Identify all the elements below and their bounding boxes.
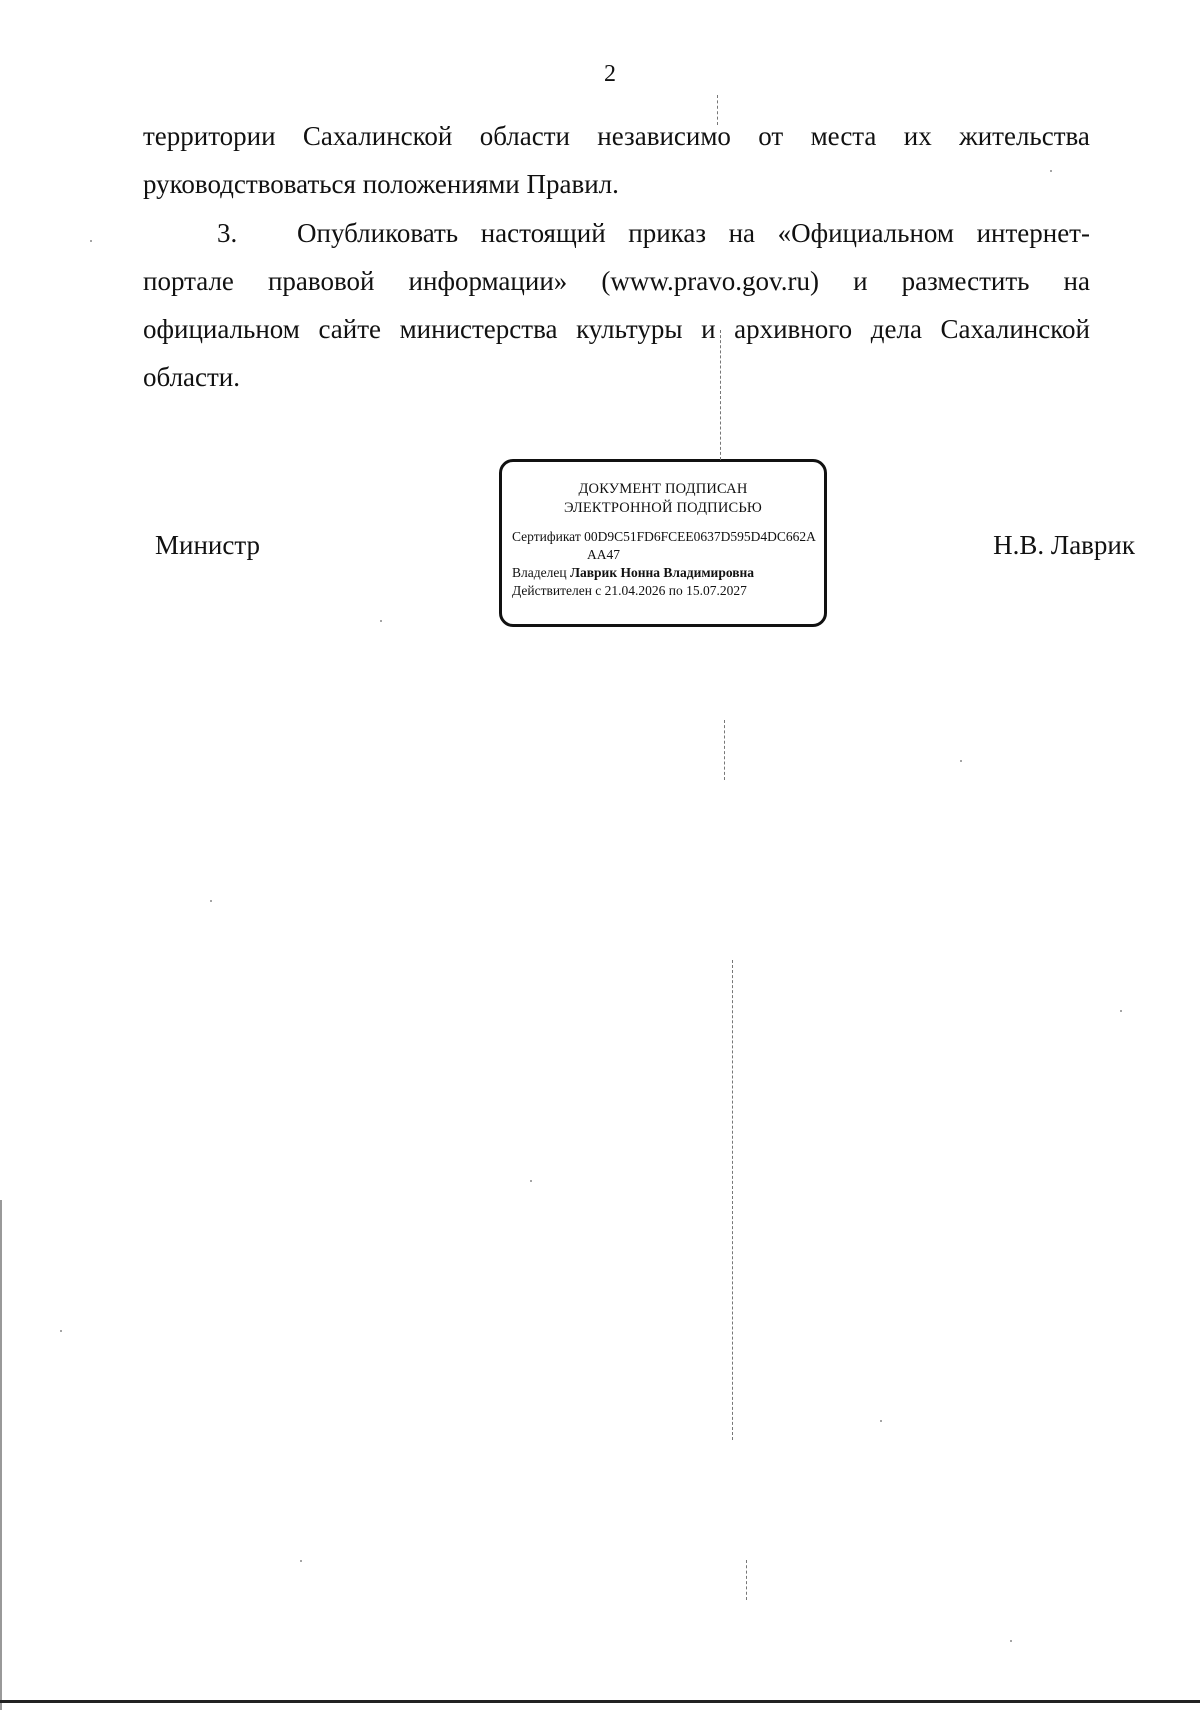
item-3-number-wrap	[217, 209, 458, 257]
scan-edge-bottom	[0, 1700, 1200, 1703]
scan-speck	[90, 240, 92, 242]
certificate-label: Сертификат	[512, 529, 581, 544]
scan-speck	[1120, 1010, 1122, 1012]
word: приказ	[628, 218, 707, 248]
scan-speck	[960, 760, 962, 762]
scan-artifact-line	[724, 720, 726, 780]
scan-speck	[1050, 170, 1052, 172]
word: сайте	[318, 314, 381, 344]
item-number: 3.	[217, 218, 238, 248]
word: культуры	[576, 314, 683, 344]
scan-artifact-line	[720, 330, 722, 460]
scan-edge-left	[0, 1200, 2, 1710]
electronic-signature-stamp	[499, 459, 827, 627]
item-3-line-2	[143, 257, 1090, 305]
page-number: 2	[604, 61, 616, 87]
paragraph-continuation	[143, 112, 1090, 208]
word: и	[853, 266, 868, 296]
owner-value: Лаврик Нонна Владимировна	[569, 565, 755, 580]
word: информации»	[408, 266, 568, 296]
certificate-value: 00D9C51FD6FCEE0637D595D4DC662A	[584, 529, 816, 544]
stamp-title-line-2: ЭЛЕКТРОННОЙ ПОДПИСЬЮ	[563, 500, 763, 516]
word: настоящий	[480, 218, 606, 248]
word: правовой	[267, 266, 375, 296]
scan-speck	[210, 900, 212, 902]
url-text: (www.pravo.gov.ru)	[601, 266, 820, 296]
scan-speck	[380, 620, 382, 622]
scan-speck	[1010, 1640, 1012, 1642]
scan-speck	[880, 1420, 882, 1422]
word: министерства	[399, 314, 558, 344]
word: Опубликовать	[297, 218, 459, 248]
word: официальном	[143, 314, 300, 344]
stamp-validity: Действителен с 21.04.2026 по 15.07.2027	[512, 583, 747, 598]
word: архивного	[734, 314, 853, 344]
item-3-line-4: области.	[143, 362, 241, 392]
word: «Официальном	[777, 218, 954, 248]
item-3-paragraph	[143, 209, 1090, 401]
word: Сахалинской	[302, 121, 453, 151]
word: области	[479, 121, 570, 151]
signatory-title: Министр	[155, 530, 260, 560]
word: и	[701, 314, 716, 344]
stamp-owner	[512, 564, 814, 582]
word: их	[903, 121, 932, 151]
certificate-value-continued: AA47	[587, 547, 620, 562]
word: интернет-	[976, 218, 1090, 248]
item-3-line-1	[143, 209, 1090, 257]
item-3-line-3	[143, 305, 1090, 353]
word: дела	[870, 314, 922, 344]
stamp-certificate	[512, 528, 814, 546]
signatory-name: Н.В. Лаврик	[993, 530, 1135, 560]
word: Сахалинской	[940, 314, 1090, 344]
scan-speck	[60, 1330, 62, 1332]
word: территории	[143, 121, 276, 151]
scan-artifact-line	[732, 960, 734, 1440]
word: на	[1063, 266, 1090, 296]
word: места	[810, 121, 877, 151]
word: на	[728, 218, 756, 248]
paragraph-line-2: руководствоваться положениями Правил.	[143, 169, 619, 199]
scan-speck	[530, 1180, 532, 1182]
scan-artifact-line	[717, 95, 719, 125]
scan-artifact-line	[746, 1560, 748, 1600]
word: жительства	[959, 121, 1090, 151]
word: от	[758, 121, 784, 151]
owner-label: Владелец	[512, 565, 567, 580]
word: разместить	[901, 266, 1030, 296]
stamp-title-line-1: ДОКУМЕНТ ПОДПИСАН	[578, 481, 748, 497]
word: независимо	[597, 121, 731, 151]
word: портале	[143, 266, 234, 296]
paragraph-line-1	[143, 112, 1090, 160]
scan-speck	[300, 1560, 302, 1562]
